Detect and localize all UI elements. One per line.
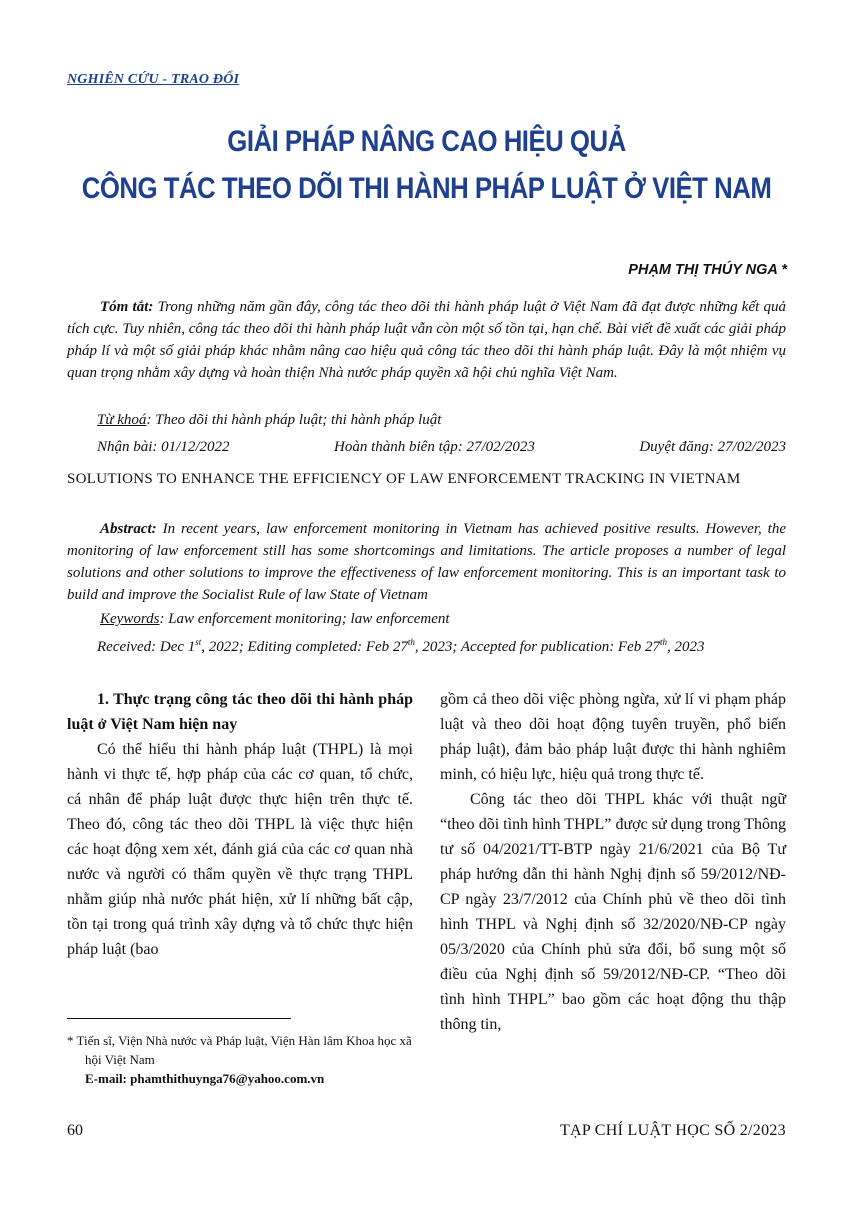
dates-en-tail: , 2023 <box>667 639 705 655</box>
dates-vietnamese <box>97 439 786 456</box>
abstract-en-text: In recent years, law enforcement monitoring in Vietnam has achieved positive results. However, the monitoring of law enforcement still has some shortcomings and limitations. The article proposes a number of legal solutions and other solutions to improve the effectiveness of law enforcement monitoring. This is an important task to build and improve the Socialist Rule of law State of Vietnam <box>67 521 786 603</box>
english-title: SOLUTIONS TO ENHANCE THE EFFICIENCY OF LAW ENFORCEMENT TRACKING IN VIETNAM <box>67 471 741 487</box>
footnote-divider <box>67 1018 291 1019</box>
edited-sup: th <box>407 637 415 647</box>
body-paragraph-continued: gồm cả theo dõi việc phòng ngừa, xử lí vi phạm pháp luật và theo dõi hoạt động tuyên truyền, phổ biến pháp luật), đảm bảo pháp luật được thi hành nghiêm minh, có hiệu lực, hiệu quả trong thực tế. <box>440 691 786 783</box>
article-title-line-1: GIẢI PHÁP NÂNG CAO HIỆU QUẢ <box>227 125 626 158</box>
accepted-sup: th <box>660 637 668 647</box>
article-title-line-2: CÔNG TÁC THEO DÕI THI HÀNH PHÁP LUẬT Ở VIỆT NAM <box>81 172 772 205</box>
abstract-vietnamese <box>67 296 786 384</box>
page-number: 60 <box>67 1122 83 1139</box>
received-sup: st <box>195 637 202 647</box>
author-name: PHẠM THỊ THÚY NGA * <box>628 262 787 278</box>
date-edited-vi: Hoàn thành biên tập: 27/02/2023 <box>334 439 535 455</box>
body-column-left <box>67 687 413 962</box>
footnote-affiliation: * Tiến sĩ, Viện Nhà nước và Pháp luật, Viện Hàn lâm Khoa học xã hội Việt Nam <box>67 1033 412 1067</box>
footnote-email: E-mail: phamthithuynga76@yahoo.com.vn <box>85 1071 325 1086</box>
date-received-vi: Nhận bài: 01/12/2022 <box>97 439 230 455</box>
body-paragraph: Có thể hiểu thi hành pháp luật (THPL) là mọi hành vi thực tế, hợp pháp của các cơ quan, tổ chức, cá nhân để pháp luật được thực hiện trên thực tế. Theo đó, công tác theo dõi THPL là việc thực hiện các hoạt động xem xét, đánh giá của các cơ quan nhà nước và người có thẩm quyền về thực trạng THPL nhằm giúp nhà nước phát hiện, xử lí những bất cập, tồn tại trong quá trình xây dựng và tổ chức thực hiện pháp luật (bao <box>67 741 413 958</box>
keywords-vi-text: : Theo dõi thi hành pháp luật; thi hành pháp luật <box>146 412 442 428</box>
journal-name: TẠP CHÍ LUẬT HỌC SỐ 2/2023 <box>559 1122 786 1139</box>
body-paragraph: Công tác theo dõi THPL khác với thuật ngữ “theo dõi tình hình THPL” được sử dụng trong Thông tư số 04/2021/TT-BTP ngày 21/6/2021 của Bộ Tư pháp hướng dẫn thi hành Nghị định số 59/2012/NĐ-CP ngày 23/7/2012 của Chính phủ về theo dõi tình hình THPL và Nghị định số 32/2020/NĐ-CP ngày 05/3/2020 của Chính phủ sửa đổi, bổ sung một số điều của Nghị định số 59/2012/NĐ-CP. “Theo dõi tình hình THPL” bao gồm các hoạt động thu thập thông tin, <box>440 791 786 1033</box>
edited-en: , 2022; Editing completed: Feb 27 <box>201 639 408 655</box>
abstract-english <box>67 518 786 606</box>
received-en: Received: Dec 1 <box>97 639 196 655</box>
section-heading: 1. Thực trạng công tác theo dõi thi hành pháp luật ở Việt Nam hiện nay <box>67 691 413 733</box>
dates-english <box>97 637 705 656</box>
footnote <box>67 1031 417 1088</box>
keywords-vi-label: Từ khoá <box>97 412 147 428</box>
body-column-right <box>440 687 786 1037</box>
abstract-en-label: Abstract: <box>100 521 157 537</box>
keywords-english <box>100 611 450 628</box>
abstract-vi-text: Trong những năm gần đây, công tác theo dõi thi hành pháp luật ở Việt Nam đã đạt được những kết quả tích cực. Tuy nhiên, công tác theo dõi thi hành pháp luật vẫn còn một số tồn tại, hạn chế. Bài viết đề xuất các giải pháp pháp lí và một số giải pháp khác nhằm nâng cao hiệu quả công tác theo dõi thi hành pháp luật. Đây là một nhiệm vụ quan trọng nhằm xây dựng và hoàn thiện Nhà nước pháp quyền xã hội chủ nghĩa Việt Nam. <box>67 299 786 381</box>
keywords-vietnamese <box>97 412 441 429</box>
keywords-en-label: Keywords <box>100 611 160 627</box>
accepted-en: , 2023; Accepted for publication: Feb 27 <box>414 639 661 655</box>
keywords-en-text: : Law enforcement monitoring; law enforcement <box>159 611 450 627</box>
date-accepted-vi: Duyệt đăng: 27/02/2023 <box>639 439 786 455</box>
abstract-vi-label: Tóm tắt: <box>100 299 154 315</box>
section-label: NGHIÊN CỨU - TRAO ĐỔI <box>67 72 240 87</box>
